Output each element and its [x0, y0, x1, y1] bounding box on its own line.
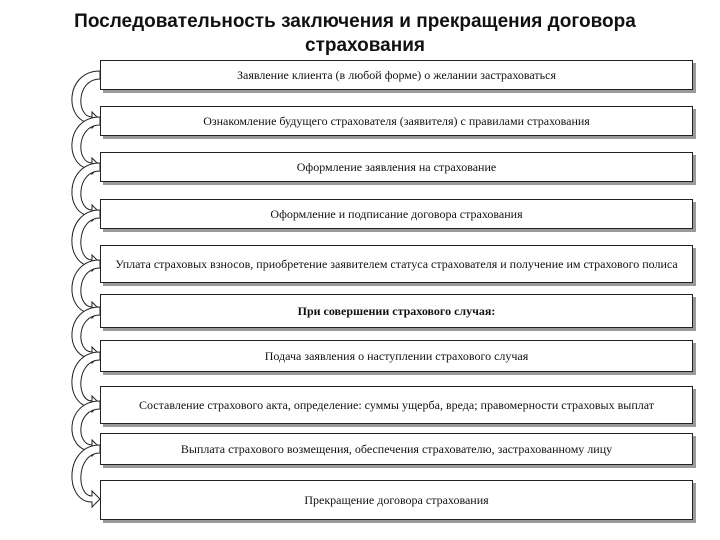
title-line-1: Последовательность заключения и прекращения договора	[74, 11, 636, 32]
step-8-insurance-act: Составление страхового акта, определение: суммы ущерба, вреда; правомерности страховых выплат	[100, 386, 693, 424]
step-7-event-notification: Подача заявления о наступлении страхового случая	[100, 340, 693, 372]
step-2-rules-familiarization: Ознакомление будущего страхователя (заявителя) с правилами страхования	[100, 106, 693, 136]
step-5-premium-payment: Уплата страховых взносов, приобретение заявителем статуса страхователя и получение им страхового полиса	[100, 245, 693, 283]
step-3-application-form: Оформление заявления на страхование	[100, 152, 693, 182]
step-1-client-application: Заявление клиента (в любой форме) о желании застраховаться	[100, 60, 693, 90]
connector-arrow-9	[72, 445, 100, 507]
step-4-contract-signing: Оформление и подписание договора страхования	[100, 199, 693, 229]
title-line-2: страхования	[305, 35, 425, 56]
step-6-insured-event: При совершении страхового случая:	[100, 294, 693, 328]
step-10-contract-termination: Прекращение договора страхования	[100, 480, 693, 520]
step-9-compensation-payment: Выплата страхового возмещения, обеспечения страхователю, застрахованному лицу	[100, 433, 693, 465]
